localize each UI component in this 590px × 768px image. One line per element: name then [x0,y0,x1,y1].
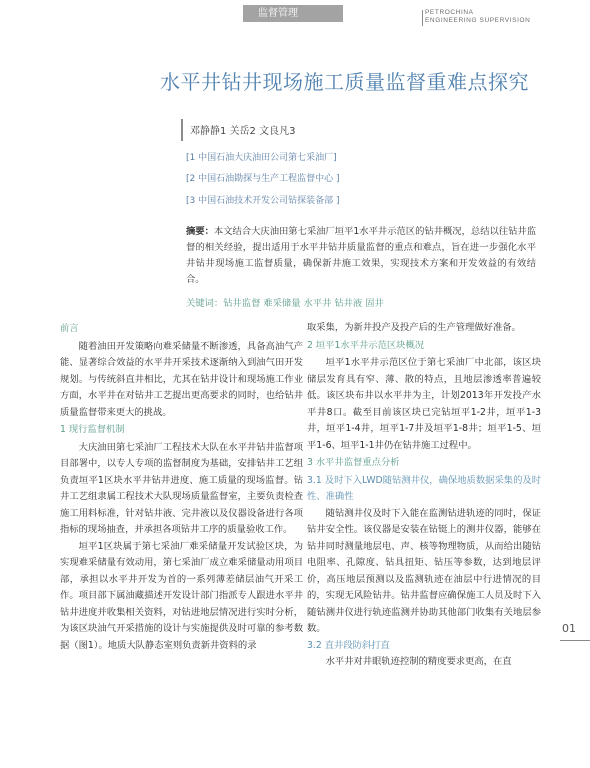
affiliation-1: [1 中国石油大庆油田公司第七采油厂] [186,153,337,163]
section-tab: 监督管理 [243,5,343,22]
brand-divider [422,10,423,26]
subheading-3-2: 3.2 直井段防斜打直 [307,639,390,651]
subheading-3-1: 3.1 及时下入LWD随钻测井仪，确保地质数据采集的及时性、准确性 [307,474,541,502]
abstract-text: 本文结合大庆油田第七采油厂垣平1水平井示范区的钻井概况，总结以往钻井监督的相关经验，提出适用于水平井钻井质量监督的重点和难点，旨在进一步强化水平井钻井现场施工监督质量，确保新井施工效果，实现技术方案和开发效益的有效结合。 [186,226,536,285]
journal-brand [425,9,530,25]
brand-line-2: ENGINEERING SUPERVISION [425,17,531,24]
heading-section-3: 3 水平井监督重点分析 [307,457,400,468]
affiliation-3: [3 中国石油技术开发公司钻探装备部 ] [186,196,340,206]
authors-divider [181,119,183,141]
affiliation-2: [2 中国石油勘探与生产工程监督中心 ] [186,174,340,184]
keywords: 关键词：钻井监督 难采储量 水平井 钻井液 固井 [186,298,384,309]
article-title: 水平井钻井现场施工质量监督重难点探究 [160,70,529,94]
heading-preface: 前言 [60,323,79,334]
page-number-rule [560,640,590,641]
heading-section-2: 2 垣平1水平井示范区块概况 [307,339,425,351]
paragraph: 水平井对井眼轨迹控制的精度要求更高，在直 [325,656,512,667]
paragraph: 垣平1水平井示范区位于第七采油厂中北部，该区块储层发育具有窄、薄、散的特点，且地层渗透率普遍较低。该区块布井以水平井为主，计划2013年开发投产水平井8口。截至目前该区块已完钻垣平1-2井，垣平1-3井，垣平1-4井，垣平1-7井及垣平1-8井；垣平1-5、垣平1-6、垣平1-1井仍在钻井施工过程中。 [307,357,541,451]
heading-section-1: 1 现行监督机制 [60,424,125,435]
paragraph: 随钻测井仪及时下入能在监测钻进轨迹的同时，保证钻井安全性。该仪器是安装在钻铤上的测井仪器，能够在钻井同时测量地层电、声、核等物理物质，从而给出随钻电阻率、孔隙度、钻具扭矩、钻压等参数，达到地层评价，高压地层预测以及监测轨迹在油层中行进情况的目的，实现无风险钻井。钻井监督应确保施工人员及时下入随钻测井仪进行轨迹监测并协助其他部门收集有关地层参数。 [307,507,541,634]
abstract [186,224,536,288]
paragraph: 取采集，为新井投产及投产后的生产管理做好准备。 [307,322,521,333]
page-header [0,0,590,22]
abstract-label: 摘要： [186,226,214,237]
right-column [307,320,541,671]
paragraph: 大庆油田第七采油厂工程技术大队在水平井钻井监督项目部署中，以专人专项的监督制度为基础，安排钻井工艺组负责垣平1区块水平井钻井进度、施工质量的现场监督。钻井工艺组隶属工程技术大队现场质量监督室，主要负责检查施工用料标准，针对钻井液、完井液以及仪器设备进行各项指标的现场抽查，并承担各项钻井工序的质量验收工作。 [60,441,303,535]
brand-line-1: PETROCHINA [425,9,474,16]
page-number: 01 [562,622,576,635]
authors: 邓静静1 关岳2 文良凡3 [190,126,296,137]
paragraph: 垣平1区块属于第七采油厂难采储量开发试验区块，为实现难采储量有效动用，第七采油厂成立难采储量动用项目部，承担以水平井开发为首的一系列薄差储层油气开采工作。项目部下属油藏描述开发设计部门指派专人跟进水平井钻井进度并收集相关资料，对钻进地层情况进行实时分析，为该区块油气开采措施的设计与实施提供及时可靠的参考数据（图1）。地质大队静态室则负责新井资料的录 [60,540,303,651]
paragraph: 随着油田开发策略向难采储量不断渗透，具备高油气产能、显著综合效益的水平井开采技术逐渐纳入到油气田开发规划。与传统斜直井相比，尤其在钻井设计和现场施工作业方面，水平井在对钻井工艺提出更高要求的同时，也给钻井质量监督带来更大的挑战。 [60,340,303,418]
left-column [60,320,303,654]
